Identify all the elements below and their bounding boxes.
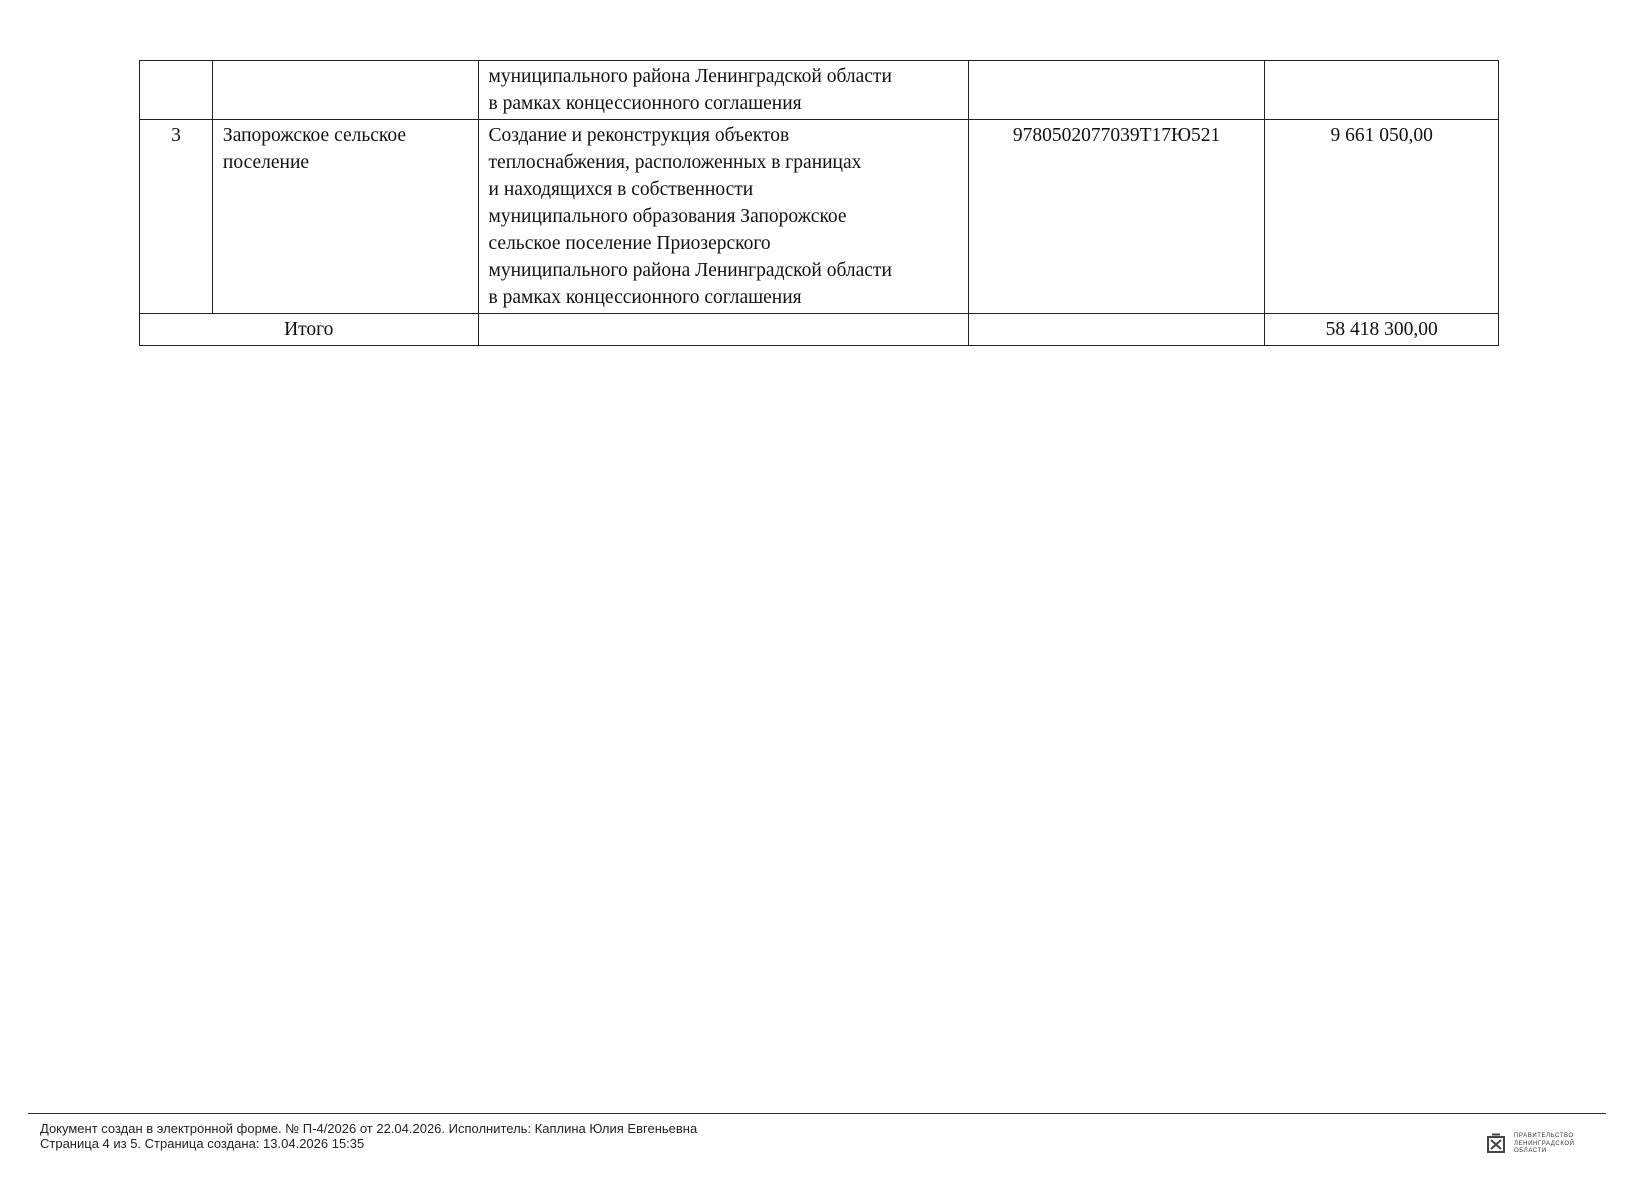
cell-settlement [213, 61, 479, 119]
footer-divider [28, 1113, 1606, 1114]
cell-settlement [213, 120, 479, 313]
government-logo [1486, 1133, 1575, 1156]
footer-document-line: Документ создан в электронной форме. № П-4/2026 от 22.04.2026. Исполнитель: Каплина Юлия Евгеньевна [40, 1121, 698, 1136]
description-line: муниципального района Ленинградской области [488, 260, 892, 281]
total-amount: 58 418 300,00 [1325, 319, 1438, 340]
table-total-row [139, 313, 1499, 346]
description-line: муниципального района Ленинградской области [488, 66, 892, 87]
logo-caption-line: ОБЛАСТИ [1514, 1148, 1547, 1154]
description-line: теплоснабжения, расположенных в границах [488, 152, 862, 173]
cell-description [479, 61, 969, 119]
settlement-line: Запорожское сельское [222, 125, 407, 146]
cell-amount [1265, 61, 1498, 119]
description-line: в рамках концессионного соглашения [488, 93, 802, 114]
cell-code [969, 314, 1266, 345]
description-line: и находящихся в собственности [488, 179, 754, 200]
description-line: Создание и реконструкция объектов [488, 125, 790, 146]
description-line: в рамках концессионного соглашения [488, 287, 802, 308]
cell-number: 3 [140, 120, 213, 313]
cell-number [140, 61, 213, 119]
allocation-table [139, 60, 1499, 346]
logo-caption [1514, 1133, 1575, 1156]
description-line: сельское поселение Приозерского [488, 233, 771, 254]
cell-description [479, 314, 969, 345]
cell-description [479, 120, 969, 313]
cell-amount: 9 661 050,00 [1330, 125, 1433, 146]
cell-code [969, 61, 1266, 119]
total-label: Итого [140, 314, 479, 345]
footer-page-line: Страница 4 из 5. Страница создана: 13.04.2026 15:35 [40, 1136, 365, 1151]
table-row [139, 119, 1499, 313]
logo-caption-line: ПРАВИТЕЛЬСТВО [1514, 1133, 1574, 1139]
coat-of-arms-icon [1486, 1133, 1506, 1155]
table-row-continued [139, 60, 1499, 119]
settlement-line: поселение [222, 152, 310, 173]
footer-info [40, 1121, 697, 1151]
logo-caption-line: ЛЕНИНГРАДСКОЙ [1514, 1140, 1575, 1147]
description-line: муниципального образования Запорожское [488, 206, 847, 227]
cell-code: 9780502077039T17Ю521 [969, 120, 1266, 313]
